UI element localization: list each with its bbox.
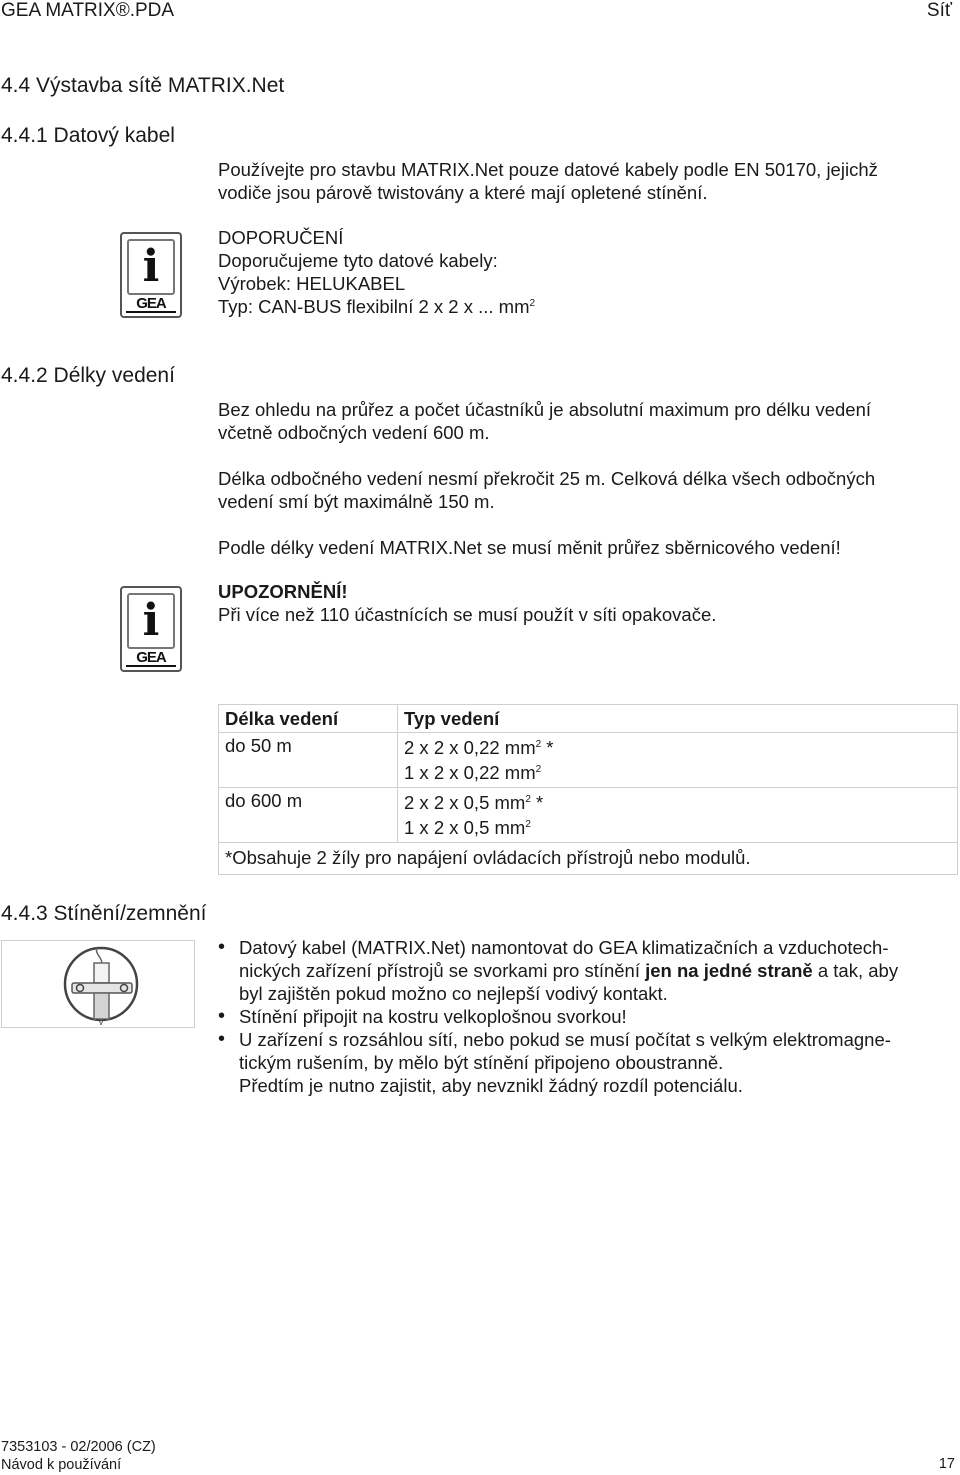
footer-info [1,1438,156,1474]
info-icon [120,232,182,318]
info-letter: i [142,241,160,292]
warning-text: Při více než 110 účastnících se musí použít v síti opakovače. [218,604,717,625]
note-title: DOPORUČENÍ [218,227,344,248]
info-frame [127,239,175,295]
cable-table [218,704,958,875]
note-line: Doporučujeme tyto datové kabely: [218,250,498,271]
table-footnote: *Obsahuje 2 žíly pro napájení ovládacích přístrojů nebo modulů. [219,843,958,875]
header-section: Síť [926,0,952,21]
list-item-emphasis: jen na jedné straně [645,960,813,981]
paragraph-442-2 [218,467,875,513]
paragraph-441 [218,158,878,204]
paragraph-line: Bez ohledu na průřez a počet účastníků je absolutní maximum pro délku vedení [218,399,872,420]
paragraph-line: včetně odbočných vedení 600 m. [218,422,490,443]
info-letter: i [142,595,160,646]
table-cell-type [398,733,958,788]
bullet-list [218,936,958,1097]
type-sup: 2 [535,763,542,775]
table-header-row [219,705,958,733]
footer-manual: Návod k používání [1,1457,122,1473]
note-type-sup: 2 [529,297,536,309]
type-sup: 2 [535,738,542,750]
list-item-line: • Stínění připojit na kostru velkoplošnou svorkou! [239,1006,627,1027]
list-item [218,1005,958,1028]
warning-title: UPOZORNĚNÍ! [218,581,348,602]
paragraph-442-3: Podle délky vedení MATRIX.Net se musí měnit průřez sběrnicového vedení! [218,537,841,558]
table-row [219,733,958,788]
subsection-title-441: 4.4.1 Datový kabel [1,124,175,147]
list-item-line: byl zajištěn pokud možno co nejlepší vodivý kontakt. [239,983,668,1004]
table-cell-type [398,788,958,843]
table-cell-length: do 50 m [219,733,398,788]
table-header-length: Délka vedení [219,705,398,733]
list-item-text: nických zařízení přístrojů se svorkami pro stínění [239,960,646,981]
list-item-line: tickým rušením, by mělo být stínění připojeno oboustranně. [239,1052,724,1073]
subsection-title-442: 4.4.2 Délky vedení [1,364,175,387]
header-title: GEA MATRIX®.PDA [1,0,175,21]
paragraph-line: Délka odbočného vedení nesmí překročit 25 m. Celková délka všech odbočných [218,468,876,489]
table-header-type: Typ vedení [398,705,958,733]
type-sup: 2 [525,818,531,830]
info-icon [120,586,182,672]
type-sup: 2 [525,793,531,805]
list-item-line: • U zařízení s rozsáhlou sítí, nebo pokud se musí počítat s velkým elektromagne- [239,1029,891,1050]
shield-clamp-figure [1,940,195,1028]
list-item-text: a tak, aby [812,960,899,981]
type-value: 1 x 2 x 0,22 mm [404,762,536,783]
recommendation-note [218,226,535,318]
warning-note [218,580,716,626]
type-value: 2 x 2 x 0,22 mm [404,737,536,758]
type-asterisk: * [530,792,544,813]
gea-logo: GEA [126,650,176,667]
paragraph-line: Používejte pro stavbu MATRIX.Net pouze datové kabely podle EN 50170, jejichž [218,159,878,180]
footer-doc-number: 7353103 - 02/2006 (CZ) [1,1439,156,1455]
figure-label: "V" [95,1018,107,1027]
page-number: 17 [938,1456,955,1472]
table-cell-length: do 600 m [219,788,398,843]
table-footnote-row [219,843,958,875]
list-item-line [239,959,958,982]
shield-clamp-illustration [2,941,194,1027]
note-type-text: Typ: CAN-BUS flexibilní 2 x 2 x ... mm [218,296,530,317]
note-type-line [218,295,535,318]
table-row [219,788,958,843]
type-asterisk: * [541,737,554,758]
list-item-line: Předtím je nutno zajistit, aby nevznikl žádný rozdíl potenciálu. [239,1075,743,1096]
list-item [218,936,958,1005]
paragraph-line: vedení smí být maximálně 150 m. [218,491,495,512]
bullet-list-443 [218,936,958,1097]
paragraph-line: vodiče jsou párově twistovány a které mají opletené stínění. [218,182,708,203]
section-title: 4.4 Výstavba sítě MATRIX.Net [1,74,285,97]
list-item-line: • Datový kabel (MATRIX.Net) namontovat do GEA klimatizačních a vzduchotech- [239,937,889,958]
note-line: Výrobek: HELUKABEL [218,273,406,294]
paragraph-442-1 [218,398,871,444]
type-value: 2 x 2 x 0,5 mm [404,792,526,813]
type-value: 1 x 2 x 0,5 mm [404,817,526,838]
info-frame [127,593,175,649]
subsection-title-443: 4.4.3 Stínění/zemnění [1,902,207,925]
list-item [218,1028,958,1097]
gea-logo: GEA [126,296,176,313]
